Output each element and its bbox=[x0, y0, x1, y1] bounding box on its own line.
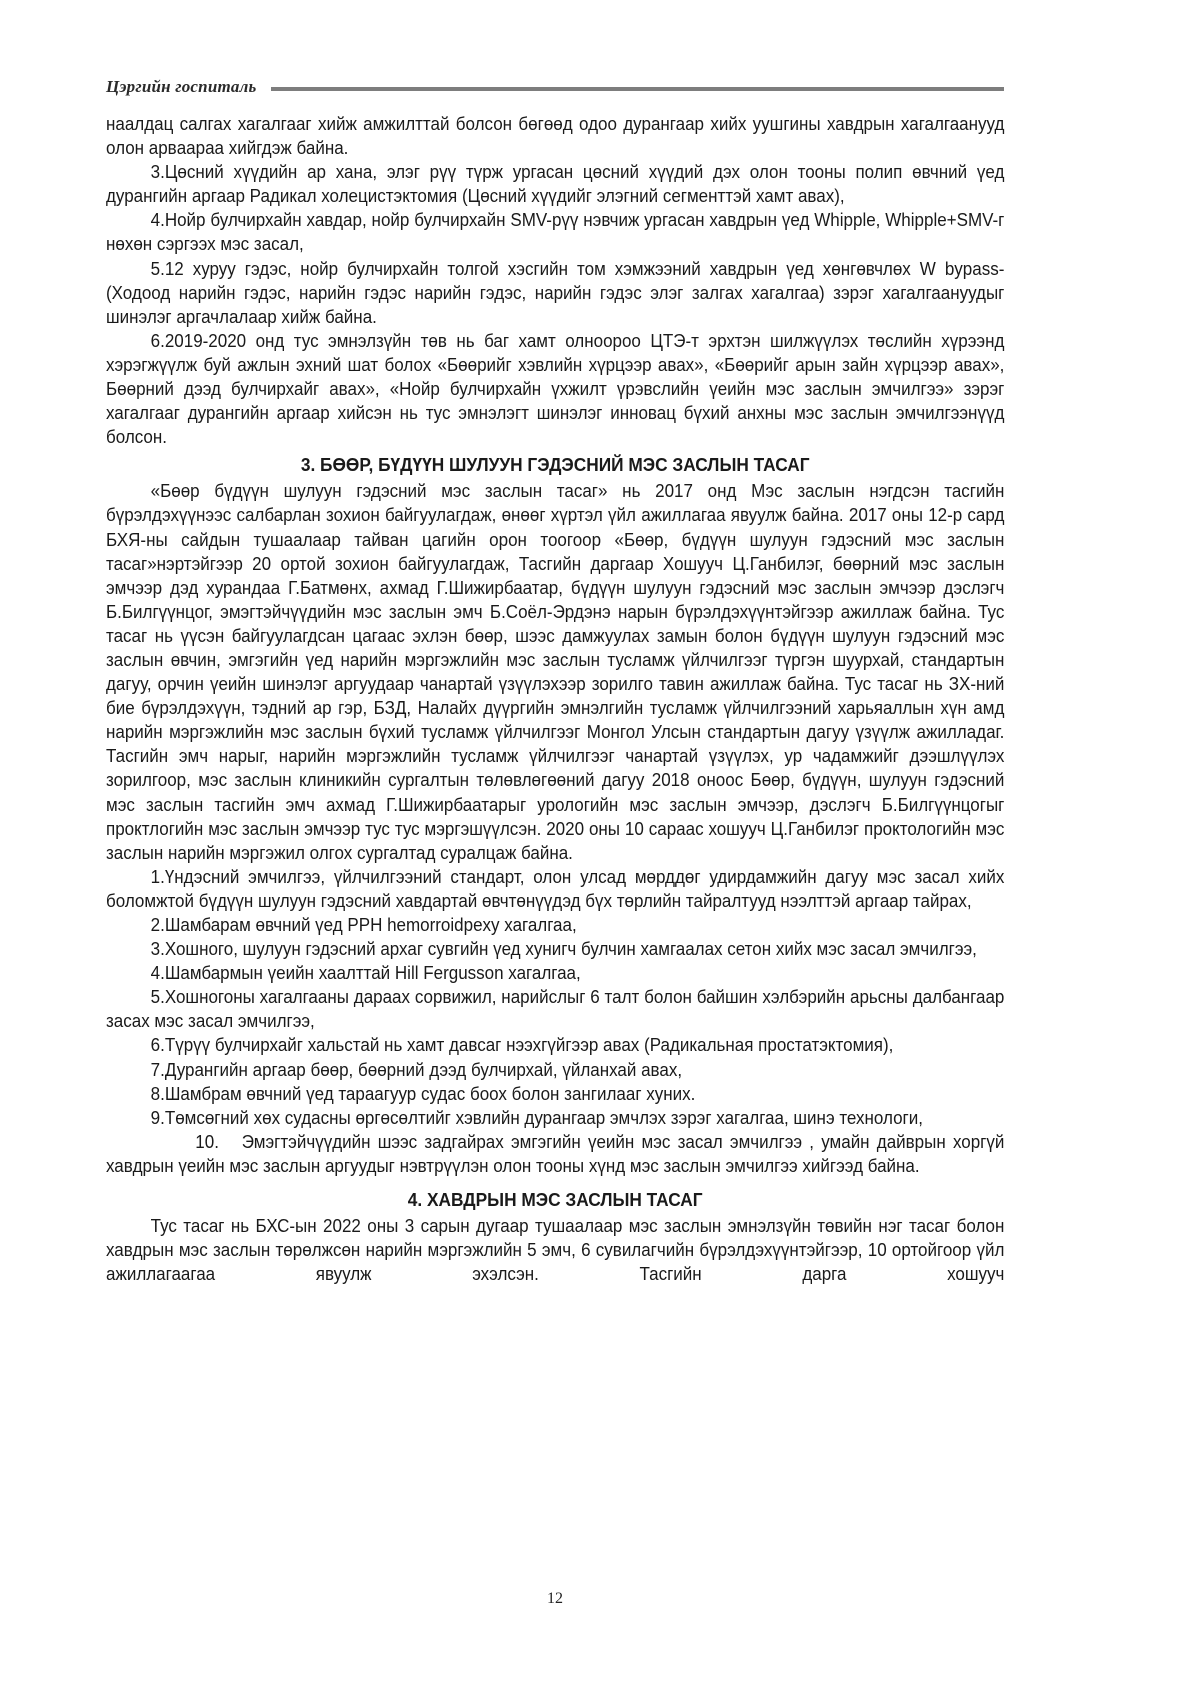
list-text: Шамбармын үеийн хаалттай Hill Fergusson хагалгаа, bbox=[164, 962, 581, 984]
list-item bbox=[106, 1106, 1004, 1130]
list-text: Хошногоны хагалгааны дараах сорвижил, нарийслыг 6 талт болон байшин хэлбэрийн арьсны далбангаар засах мэс засал эмчилгээ, bbox=[106, 986, 1005, 1032]
list-text: Шамбарам өвчний үед PPH hemorroidpexy хагалгаа, bbox=[164, 914, 577, 935]
list-item bbox=[106, 865, 1004, 913]
list-number: 3. bbox=[150, 938, 165, 960]
list-item bbox=[106, 961, 1004, 985]
list-item bbox=[106, 257, 1004, 329]
section-heading: 3. БӨӨР, БҮДҮҮН ШУЛУУН ГЭДЭСНИЙ МЭС ЗАСЛЫН ТАСАГ bbox=[300, 454, 810, 476]
list-item bbox=[106, 1058, 1004, 1082]
list-number: 4. bbox=[150, 962, 165, 984]
list-number: 6. bbox=[150, 1034, 165, 1056]
list-text: Эмэгтэйчүүдийн шээс задгайрах эмгэгийн үеийн мэс засал эмчилгээ , умайн дайврын хоргүй хавдрын үеийн мэс заслын аргуудыг нэвтрүүлэн олон тооны хүнд мэс заслын эмчилгээ хийгээд байна. bbox=[106, 1130, 1005, 1176]
list-item bbox=[106, 208, 1004, 256]
section-intro-paragraph: «Бөөр бүдүүн шулуун гэдэсний мэс заслын тасаг» нь 2017 онд Мэс заслын нэгдсэн тасгийн бүрэлдэхүүнээс салбарлан зохион байгуулагдаж, өнөөг хүртэл үйл ажиллагаа явуулж байна. 2017 оны 12-р сард БХЯ-ны сайдын тушаалаар тайван цагийн орон тоогоор «Бөөр, бүдүүн шулуун гэдэсний мэс заслын тасаг»нэртэйгээр 20 ортой зохион байгуулагдаж, Тасгийн даргаар Хошууч Ц.Ганбилэг, бөөрний мэс заслын эмчээр дэд хурандаа Г.Батмөнх, ахмад Г.Шижирбаатар, бүдүүн шулуун гэдэсний мэс заслын эмчээр дэслэгч Б.Билгүүнцог, эмэгтэйчүүдийн мэс заслын эмч Б.Соёл-Эрдэнэ нарын бүрэлдэхүүнтэйгээр ажиллаж байна. Тус тасаг нь үүсэн байгуулагдсан цагаас эхлэн бөөр, шээс дамжуулах замын болон бүдүүн шулуун гэдэсний мэс заслын өвчин, эмгэгийн үед нарийн мэргэжлийн мэс заслын тусламж үйлчилгээг түргэн шуурхай, стандартын дагуу, орчин үеийн шинэлэг аргуудаар чанартай үзүүлэхээр зорилго тавин ажиллаж байна. Тус тасаг нь ЗХ-ний бие бүрэлдэхүүн, тэдний ар гэр, БЗД, Налайх дүүргийн эмнэлгийн тусламж үйлчилгээний харьяаллын хүн амд нарийн мэргэжлийн мэс заслын бүхий тусламж үйлчилгээг Монгол Улсын стандартын дагуу үзүүлж ажилладаг. Тасгийн эмч нарыг, нарийн мэргэжлийн тусламж үйлчилгээг чанартай үзүүлэх, ур чадамжийг дээшлүүлэх зорилгоор, мэс заслын клиникийн сургалтын төлөвлөгөөний дагуу 2018 оноос Бөөр, бүдүүн, шулуун гэдэсний мэс заслын тасгийн эмч ахмад Г.Шижирбаатарыг урологийн мэс заслын эмчээр, дэслэгч Б.Билгүүнцогыг проктлогийн мэс заслын эмчээр тус тус мэргэшүүлсэн. 2020 оны 10 сараас хошууч Ц.Ганбилэг проктологийн мэс заслын нарийн мэргэжил олгох сургалтад суралцаж байна. bbox=[106, 480, 1005, 863]
section-heading: 4. ХАВДРЫН МЭС ЗАСЛЫН ТАСАГ bbox=[407, 1189, 703, 1211]
list-text: Үндэсний эмчилгээ, үйлчилгээний стандарт, олон улсад мөрддөг удирдамжийн дагуу мэс засал хийх боломжтой бүдүүн шулуун гэдэсний хавдартай өвчтөнүүдэд бүх төрлийн тайралтууд нээлттэй аргаар тайрах, bbox=[106, 865, 1005, 911]
list-number: 1. bbox=[150, 865, 165, 887]
list-number: 9. bbox=[150, 1106, 165, 1128]
page-number: 12 bbox=[547, 1590, 563, 1607]
header-rule bbox=[271, 87, 1005, 91]
body-text bbox=[106, 112, 1004, 1286]
list-item bbox=[106, 985, 1004, 1033]
list-text: 12 хуруу гэдэс, нойр булчирхайн толгой хэсгийн том хэмжээний хавдрын үед хөнгөвчлөх W bypass- (Ходоод нарийн гэдэс, нарийн гэдэс нарийн гэдэс, нарийн гэдэс элэг залгах хагалгаа) зэрэг хагалгаануудыг шинэлэг аргачлалаар хийж байна. bbox=[106, 257, 1005, 327]
list-item bbox=[106, 937, 1004, 961]
list-text: 2019-2020 онд тус эмнэлзүйн төв нь баг хамт олноороо ЦТЭ-т эрхтэн шилжүүлэх төслийн хүрээнд хэрэгжүүлж буй ажлын эхний шат болох «Бөөрийг хэвлийн хүрцээр авах», «Бөөрийг арын зайн хүрцээр авах», Бөөрний дээд булчирхайг авах», «Нойр булчирхайн үхжилт үрэвслийн үеийн мэс заслын эмчилгээ» зэрэг хагалгааг дурангийн аргаар хийсэн нь тус эмнэлэгт шинэлэг инновац бүхий анхны мэс заслын эмчилгээнүүд болсон. bbox=[106, 329, 1005, 448]
running-header bbox=[106, 72, 1004, 102]
list-number: 7. bbox=[150, 1058, 165, 1080]
list-item bbox=[106, 1033, 1004, 1057]
list-number: 5. bbox=[150, 986, 165, 1008]
list-number: 5. bbox=[150, 257, 165, 279]
list-item bbox=[106, 329, 1004, 449]
list-item bbox=[106, 160, 1004, 208]
list-number: 10. bbox=[195, 1130, 219, 1152]
list-number: 6. bbox=[150, 329, 165, 351]
list-item bbox=[106, 1130, 1004, 1178]
list-text: Хошного, шулуун гэдэсний архаг сувгийн үед хунигч булчин хамгаалах сетон хийх мэс засал эмчилгээ, bbox=[164, 938, 977, 960]
list-item bbox=[106, 1082, 1004, 1106]
list-number: 4. bbox=[150, 209, 165, 231]
continuation-paragraph: наалдац салгах хагалгааг хийж амжилттай болсон бөгөөд одоо дурангаар хийх уушгины хавдрын хагалгаанууд олон арвaараа хийгдэж байна. bbox=[106, 113, 1005, 159]
list-number: 8. bbox=[150, 1082, 165, 1104]
list-text: Шамбрам өвчний үед тараагуур судас боох болон зангилааг хуних. bbox=[164, 1082, 696, 1104]
list-number: 3. bbox=[150, 161, 165, 183]
section-intro-paragraph: Тус тасаг нь БХС-ын 2022 оны 3 сарын дугаар тушаалаар мэс заслын эмнэлзүйн төвийн нэг тасаг болон хавдрын мэс заслын төрөлжсөн нарийн мэргэжлийн 5 эмч, 6 сувилагчийн бүрэлдэхүүнтэйгээр, 10 ортойгоор үйл ажиллагаагаа явуулж эхэлсэн. Тасгийн дарга хошууч bbox=[106, 1215, 1005, 1285]
list-text: Дурангийн аргаар бөөр, бөөрний дээд булчирхай, үйланхай авах, bbox=[164, 1058, 683, 1080]
list-text: Төмсөгний хөх судасны өргөсөлтийг хэвлийн дурангаар эмчлэх зэрэг хагалгаа, шинэ технологи, bbox=[164, 1106, 923, 1128]
list-number: 2. bbox=[150, 914, 165, 935]
running-title: Цэргийн госпиталь bbox=[106, 77, 257, 96]
list-text: Түрүү булчирхайг хальстай нь хамт давсаг нээхгүйгээр авах (Радикальная простатэктомия), bbox=[164, 1034, 894, 1056]
list-item bbox=[106, 913, 1004, 937]
list-text: Нойр булчирхайн хавдар, нойр булчирхайн SMV-рүү нэвчиж ургасан хавдрын үед Whipple, Whipple+SMV-г нөхөн сэргээх мэс засал, bbox=[106, 209, 1005, 255]
list-text: Цөсний хүүдийн ар хана, элэг рүү түрж ургасан цөсний хүүдий дэх олон тооны полип өвчний үед дурангийн аргаар Радикал холецистэктомия (Цөсний хүүдийг элэгний сегменттэй хамт авах), bbox=[106, 161, 1005, 207]
